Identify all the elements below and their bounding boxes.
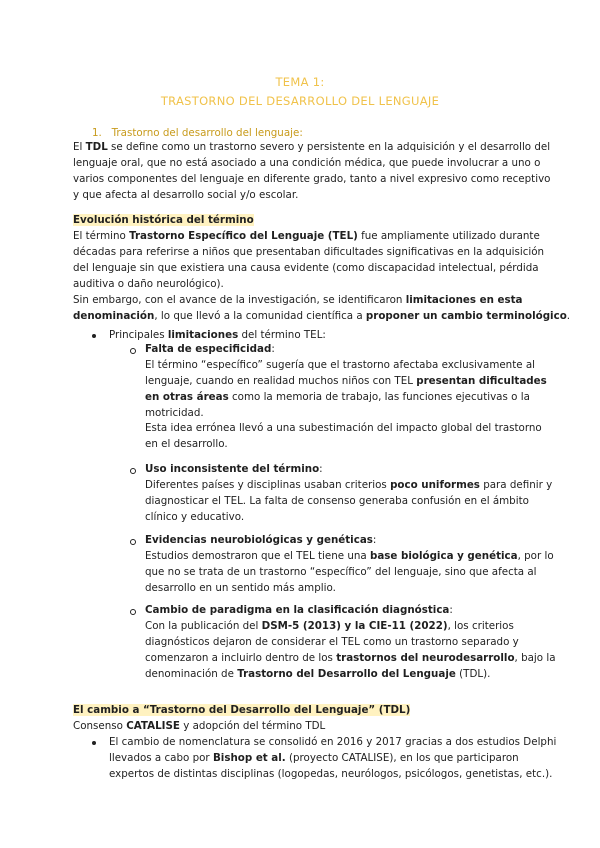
item-1-line-6: en el desarrollo. [145,438,228,450]
i3-l1-b: base biológica y genética [369,550,518,562]
evo-l1-a: El término [73,230,130,242]
i1-l3-a: en otras áreas [145,391,229,403]
evolucion-line-5 [73,292,523,308]
lim-intro-c: del término TEL: [238,329,326,341]
item-4-line-2: diagnósticos dejaron de considerar el TEL como un trastorno separado y [145,636,519,648]
i4-l3-b: trastornos del neurodesarrollo [336,652,515,664]
i3-l1-c: , por lo [517,550,554,562]
evolucion-line-6 [73,308,570,324]
item-4-title [145,602,453,618]
lim-intro-b: limitaciones [167,329,239,341]
item-4-line-3 [145,650,556,666]
item-3-line-3: desarrollo en un sentido más amplio. [145,582,336,594]
i4-l1-b: DSM-5 (2013) y la CIE-11 (2022) [261,620,448,632]
i2-l1-c: para definir y [479,479,553,491]
item-1-title [145,341,275,357]
evo-l6-b: , lo que llevó a la comunidad científica a [154,310,366,322]
item-3-line-2: que no se trata de un trastorno “específico” del lenguaje, sino que afecta al [145,566,537,578]
def-l1-tdl: TDL [85,141,108,153]
bullet-ring-icon [130,609,136,615]
i2-l1-a: Diferentes países y disciplinas usaban criterios [145,479,391,491]
def-l1-a: El [73,141,86,153]
item-4-colon: : [449,604,453,616]
cambio-bullet-line-3: expertos de distintas disciplinas (logopedas, neurólogos, psicólogos, genetistas, etc.). [109,768,553,780]
item-1-line-2 [145,373,547,389]
bullet-ring-icon [130,468,136,474]
cambio-heading [73,702,410,718]
i4-l3-a: comenzaron a incluirlo dentro de los [145,652,337,664]
cambio-l2-b: Bishop et al. [212,752,286,764]
item-2-line-1 [145,477,552,493]
item-1-title-text: Falta de especificidad [145,343,272,355]
title-line-2: TRASTORNO DEL DESARROLLO DEL LENGUAJE [160,94,440,108]
evolucion-heading-text: Evolución histórica del término [73,214,254,226]
item-2-line-2: diagnosticar el TEL. La falta de consenso generaba confusión en el ámbito [145,495,529,507]
item-1-colon: : [271,343,275,355]
item-3-title [145,532,376,548]
cambio-l2-c: (proyecto CATALISE), en los que participaron [285,752,519,764]
cambio-l2-a: llevados a cabo por [109,752,213,764]
evolucion-line-4: auditiva o daño neurológico). [73,278,224,290]
cambio-bullet-line-1: El cambio de nomenclatura se consolidó en 2016 y 2017 gracias a dos estudios Delphi [109,736,557,748]
item-3-colon: : [372,534,377,546]
i4-l1-a: Con la publicación del [145,620,262,632]
lim-intro-a: Principales [109,329,168,341]
item-2-colon: : [319,463,323,475]
bullet-ring-icon [130,348,136,354]
i1-l2-b: presentan dificultades [416,375,547,387]
item-4-line-4 [145,666,490,682]
evo-l5-b: limitaciones en esta [405,294,523,306]
cambio-sub-b: CATALISE [126,720,180,732]
evolucion-heading [73,212,254,228]
item-2-title [145,461,323,477]
evo-l6-a: denominación [73,310,155,322]
bullet-ring-icon [130,539,136,545]
i1-l3-b: como la memoria de trabajo, las funciones ejecutivas o la [228,391,530,403]
cambio-bullet-line-2 [109,750,519,766]
evo-l1-c: fue ampliamente utilizado durante [357,230,540,242]
i3-l1-a: Estudios demostraron que el TEL tiene una [145,550,370,562]
i1-l2-a: lenguaje, cuando en realidad muchos niños con TEL [145,375,417,387]
cambio-sub-a: Consenso [73,720,127,732]
i4-l1-c: , los criterios [447,620,514,632]
section-1-title: Trastorno del desarrollo del lenguaje: [111,127,303,139]
evolucion-line-3: del lenguaje sin que existiera una causa evidente (como discapacidad intelectual, pérdida [73,262,539,274]
evolucion-line-2: décadas para referirse a niños que presentaban dificultades significativas en la adquisición [73,246,545,258]
evo-l6-d: . [566,310,571,322]
i2-l1-b: poco uniformes [390,479,480,491]
evolucion-line-1 [73,228,540,244]
cambio-subheading [73,718,325,734]
item-4-title-text: Cambio de paradigma en la clasificación diagnóstica [145,604,450,616]
item-1-line-1: El término “específico” sugería que el trastorno afectaba exclusivamente al [145,359,536,371]
title-line-1: TEMA 1: [275,75,325,89]
evo-l1-b: Trastorno Específico del Lenguaje (TEL) [129,230,358,242]
section-1-number: 1. [92,127,102,139]
item-3-line-1 [145,548,554,564]
i4-l4-c: (TDL). [455,668,491,680]
bullet-dot-icon [92,741,96,745]
bullet-dot-icon [92,334,96,338]
item-2-title-text: Uso inconsistente del término [145,463,320,475]
item-4-line-1 [145,618,514,634]
def-l1-c: se define como un trastorno severo y persistente en la adquisición y el desarrollo del [107,141,551,153]
i4-l4-b: Trastorno del Desarrollo del Lenguaje [237,668,456,680]
definition-line-4: y que afecta al desarrollo social y/o escolar. [73,189,299,201]
item-1-line-5: Esta idea errónea llevó a una subestimación del impacto global del trastorno [145,422,542,434]
cambio-sub-c: y adopción del término TDL [179,720,326,732]
item-3-title-text: Evidencias neurobiológicas y genéticas [145,534,373,546]
evo-l5-a: Sin embargo, con el avance de la investigación, se identificaron [73,294,406,306]
definition-line-3: varios componentes del lenguaje en diferente grado, tanto a nivel expresivo como receptivo [73,173,551,185]
i4-l3-c: , bajo la [514,652,556,664]
cambio-heading-text: El cambio a “Trastorno del Desarrollo del Lenguaje” (TDL) [73,704,411,716]
definition-line-2: lenguaje oral, que no está asociado a una condición médica, que puede involucrar a uno o [73,157,541,169]
item-1-line-4: motricidad. [145,407,204,419]
definition-line-1 [73,139,550,155]
evo-l6-c: proponer un cambio terminológico [365,310,567,322]
i4-l4-a: denominación de [145,668,238,680]
item-1-line-3 [145,389,530,405]
item-2-line-3: clínico y educativo. [145,511,245,523]
